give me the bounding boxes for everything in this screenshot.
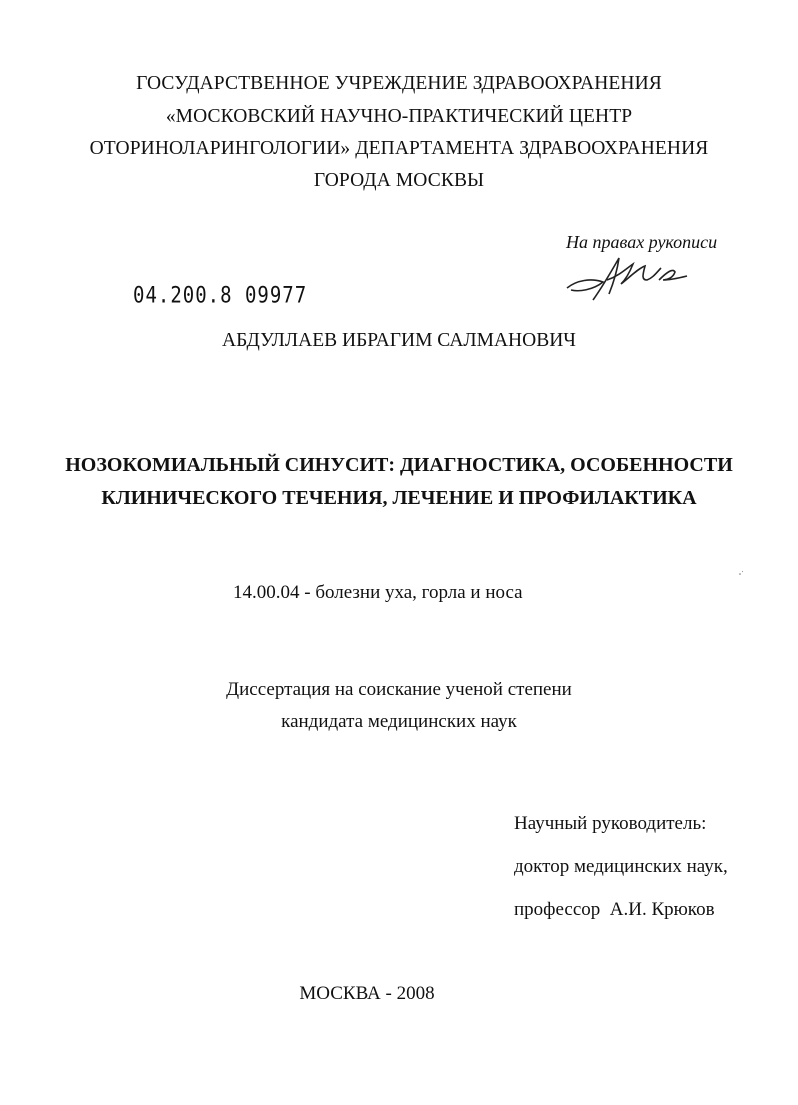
author-name: АБДУЛЛАЕВ ИБРАГИМ САЛМАНОВИЧ (222, 330, 576, 351)
title-line-2: КЛИНИЧЕСКОГО ТЕЧЕНИЯ, ЛЕЧЕНИЕ И ПРОФИЛАКТИКА (101, 487, 697, 509)
degree-line-1: Диссертация на соискание ученой степени (226, 679, 572, 700)
institution-line-4: ГОРОДА МОСКВЫ (313, 170, 485, 191)
handwritten-signature (563, 250, 693, 302)
degree-line-2: кандидата медицинских наук (281, 711, 517, 732)
institution-line-2: «МОСКОВСКИЙ НАУЧНО-ПРАКТИЧЕСКИЙ ЦЕНТР (165, 106, 633, 127)
institution-line-1: ГОСУДАРСТВЕННОЕ УЧРЕЖДЕНИЕ ЗДРАВООХРАНЕНИЯ (136, 73, 662, 94)
place-year: МОСКВА - 2008 (299, 983, 435, 1004)
supervisor-label: Научный руководитель: (514, 813, 707, 834)
specialty-code: 14.00.04 - болезни уха, горла и носа (233, 582, 523, 603)
manuscript-note: На правах рукописи (566, 232, 718, 252)
institution-line-3: ОТОРИНОЛАРИНГОЛОГИИ» ДЕПАРТАМЕНТА ЗДРАВООХРАНЕНИЯ (89, 138, 709, 159)
supervisor-degree: доктор медицинских наук, (514, 856, 728, 877)
title-line-1: НОЗОКОМИАЛЬНЫЙ СИНУСИТ: ДИАГНОСТИКА, ОСОБЕННОСТИ (65, 454, 733, 476)
registration-stamp: 04.200.8 09977 (133, 283, 308, 309)
scan-speck (738, 563, 744, 569)
supervisor-name: профессор А.И. Крюков (514, 899, 715, 920)
